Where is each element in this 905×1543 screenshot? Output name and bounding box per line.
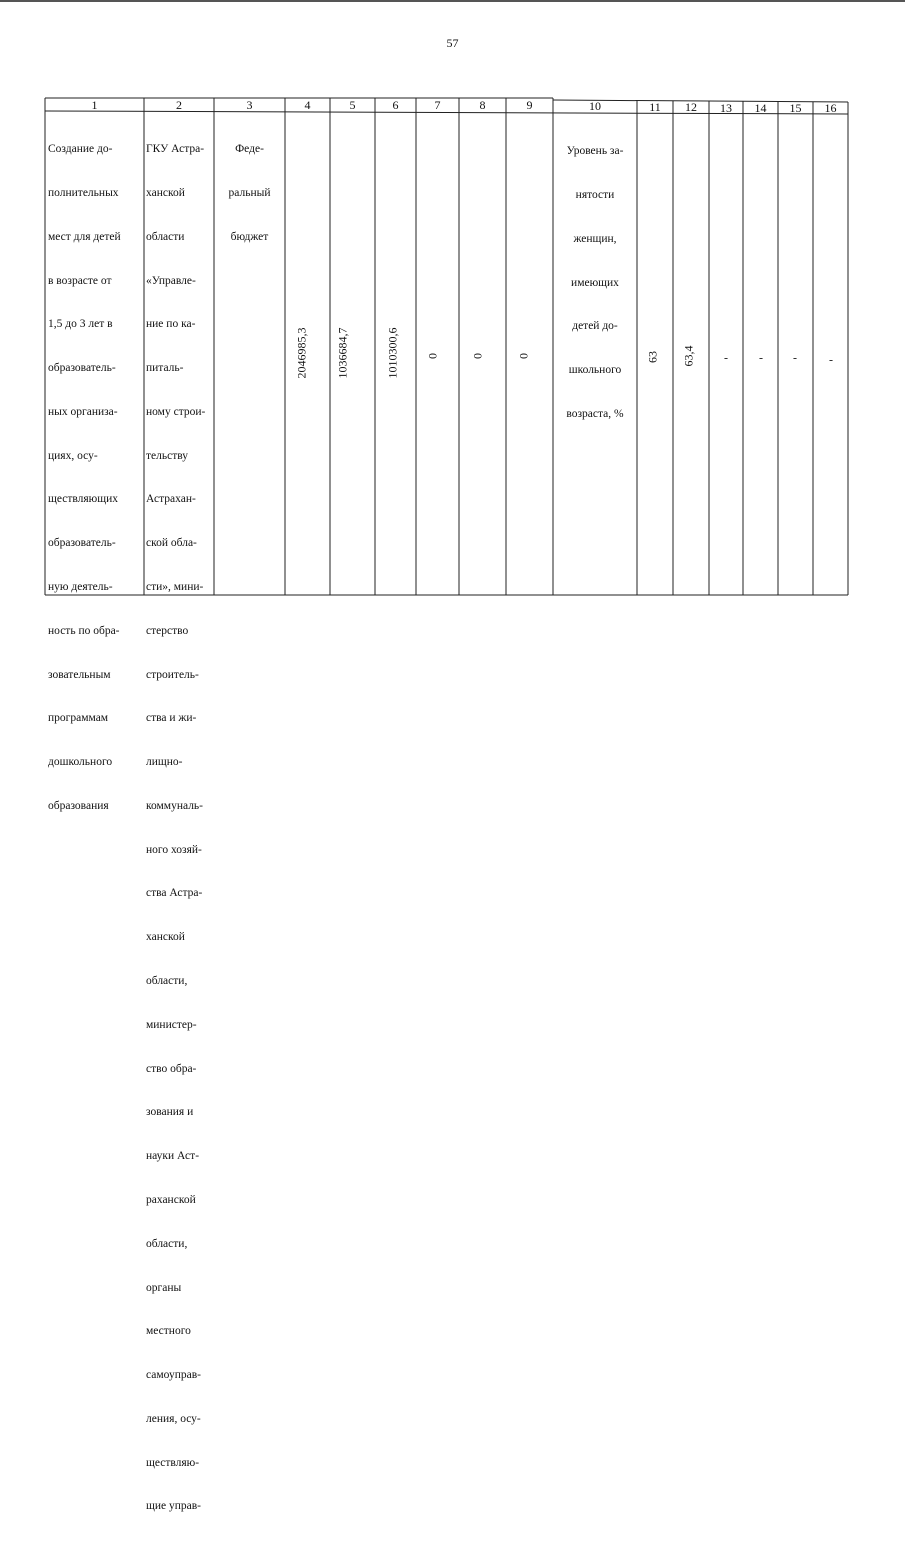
header-col-6: 6 <box>392 98 399 112</box>
program-table <box>45 98 848 1513</box>
text-line: ных организа- <box>48 405 118 418</box>
page-number: 57 <box>446 36 459 50</box>
header-col-16: 16 <box>824 101 837 115</box>
text-line: имеющих <box>571 276 619 289</box>
header-col-3: 3 <box>246 98 253 112</box>
value-col-13: - <box>724 350 728 365</box>
text-line: циях, осу- <box>48 449 98 462</box>
indicator-name <box>553 115 637 451</box>
text-line: Феде- <box>235 143 264 156</box>
header-col-11: 11 <box>649 100 661 114</box>
header-col-4: 4 <box>304 98 311 112</box>
header-col-8: 8 <box>479 98 486 112</box>
text-line: женщин, <box>573 232 617 245</box>
value-col-7: 0 <box>425 353 440 359</box>
value-col-12: 63,4 <box>681 345 696 367</box>
text-line: образователь- <box>48 362 116 375</box>
text-line: дошкольного <box>48 756 113 769</box>
text-line: программам <box>48 712 109 725</box>
text-line: сти», мини- <box>146 581 204 593</box>
text-line: ГКУ Астра- <box>146 143 205 156</box>
value-col-8: 0 <box>470 353 485 359</box>
value-col-4: 2046985,3 <box>294 327 309 379</box>
text-line: области <box>146 230 185 243</box>
header-col-13: 13 <box>720 101 732 115</box>
header-col-7: 7 <box>434 98 441 112</box>
text-line: лищно- <box>146 756 183 769</box>
value-col-5: 1036684,7 <box>335 327 350 379</box>
value-col-11: 63 <box>645 351 660 363</box>
text-line: в возрасте от <box>48 274 112 287</box>
text-line: детей до- <box>572 320 618 333</box>
text-line: раханской <box>146 1193 196 1206</box>
text-line: ханской <box>146 186 185 199</box>
text-line: образователь- <box>48 537 116 550</box>
text-line: щие управ- <box>146 1500 202 1513</box>
text-line: тельству <box>146 449 189 462</box>
text-line: зования и <box>146 1106 194 1119</box>
text-line: области, <box>146 1237 188 1250</box>
text-line: ществляющих <box>48 493 119 506</box>
text-line: ления, осу- <box>146 1412 201 1425</box>
header-col-9: 9 <box>526 98 533 112</box>
text-line: самоуправ- <box>146 1369 201 1382</box>
text-line: области, <box>146 975 188 988</box>
text-line: строитель- <box>146 668 199 681</box>
text-line: ство обра- <box>146 1062 197 1075</box>
funding-source <box>214 113 285 274</box>
responsible-executor <box>146 113 205 1543</box>
text-line: ному строи- <box>146 405 206 418</box>
text-line: образования <box>48 799 109 812</box>
header-col-1: 1 <box>91 98 98 112</box>
value-col-15: - <box>793 350 797 365</box>
text-line: возраста, % <box>566 407 624 420</box>
text-line: ного хозяй- <box>146 843 202 856</box>
text-line: 1,5 до 3 лет в <box>48 318 113 331</box>
text-line: Создание до- <box>48 143 113 156</box>
text-line: мест для детей <box>48 230 121 243</box>
text-line: школьного <box>568 364 622 377</box>
header-col-14: 14 <box>754 101 767 115</box>
text-line: «Управле- <box>146 274 196 287</box>
header-col-10: 10 <box>589 99 601 113</box>
text-line: бюджет <box>230 230 269 243</box>
text-line: ской обла- <box>146 537 197 550</box>
header-col-5: 5 <box>349 98 356 112</box>
text-line: стерство <box>146 624 189 637</box>
value-col-9: 0 <box>516 353 531 359</box>
activity-description <box>48 113 121 843</box>
text-line: ральный <box>228 186 271 199</box>
text-line: Уровень за- <box>566 145 624 158</box>
header-col-2: 2 <box>176 98 182 112</box>
text-line: органы <box>146 1281 182 1294</box>
header-col-12: 12 <box>685 100 697 114</box>
value-col-14: - <box>759 350 763 365</box>
text-line: ность по обра- <box>48 624 120 637</box>
text-line: ществляю- <box>146 1456 200 1469</box>
header-col-15: 15 <box>789 101 802 115</box>
text-line: местного <box>146 1325 191 1338</box>
text-line: ханской <box>146 931 185 944</box>
value-col-6: 1010300,6 <box>385 327 400 379</box>
text-line: ства и жи- <box>146 712 197 725</box>
top-border <box>0 0 905 2</box>
text-line: Астрахан- <box>146 493 196 506</box>
text-line: министер- <box>146 1018 197 1031</box>
text-line: ства Астра- <box>146 887 203 900</box>
text-line: нятости <box>575 188 615 201</box>
value-col-16: - <box>829 352 833 367</box>
text-line: зовательным <box>48 668 111 681</box>
text-line: питаль- <box>146 362 184 375</box>
text-line: коммуналь- <box>146 799 204 812</box>
text-line: ние по ка- <box>146 318 196 331</box>
text-line: полнительных <box>48 186 119 199</box>
text-line: ную деятель- <box>48 581 113 593</box>
text-line: науки Аст- <box>146 1150 200 1163</box>
